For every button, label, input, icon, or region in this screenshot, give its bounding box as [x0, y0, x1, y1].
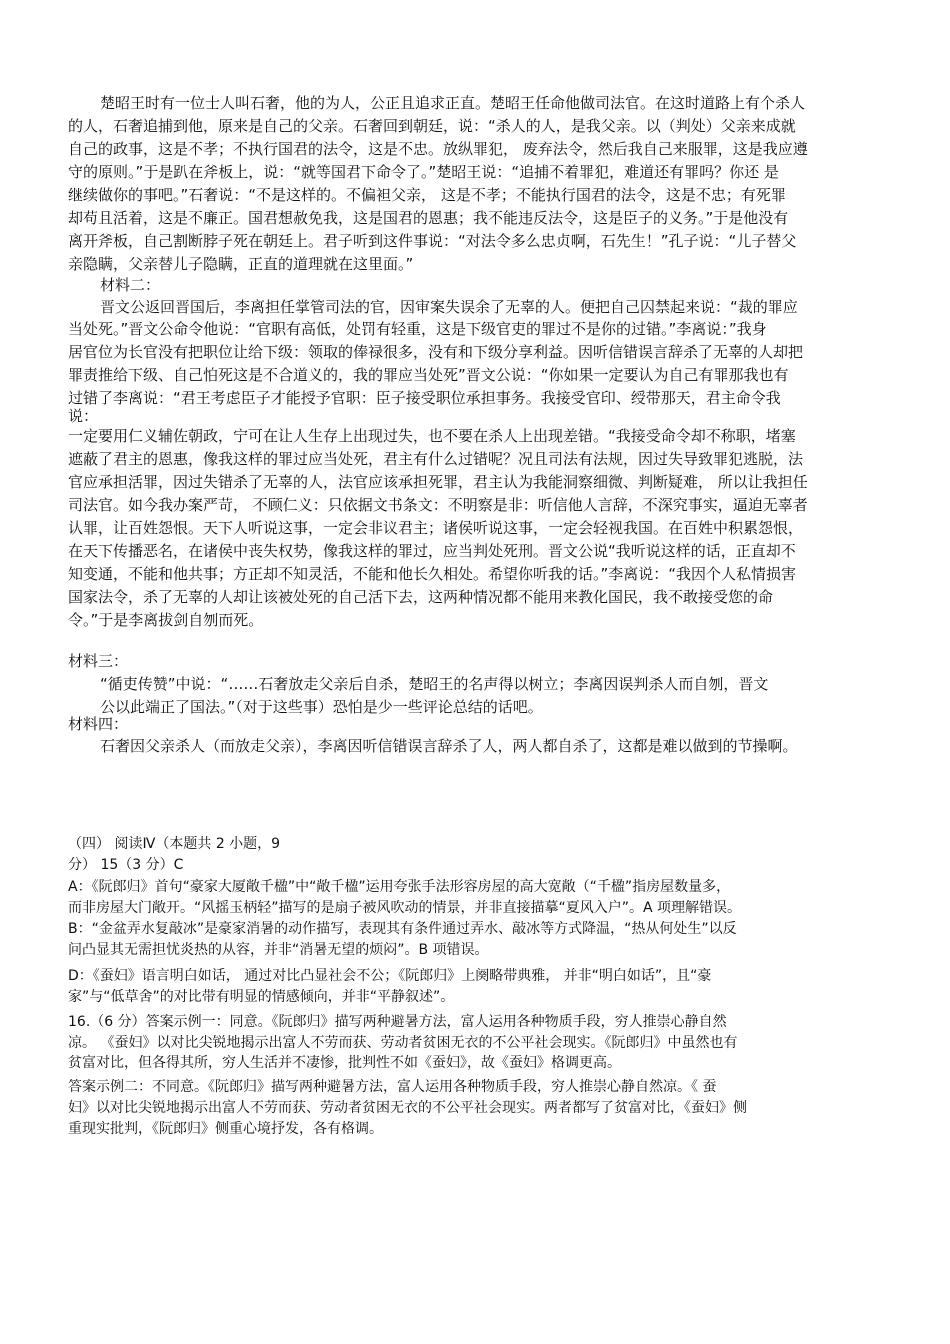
text-line: 离开斧板，自己割断脖子死在朝廷上。君子听到这件事说：“对法令多么忠贞啊，石先生！”孔子说：“儿子替父: [68, 232, 797, 250]
answer-line: D：《蚕妇》语言明白如话， 通过对比凸显社会不公；《阮郎归》上阕略带典雅， 并非“明白如话”，且“豪: [68, 968, 712, 984]
text-line: 一定要用仁义辅佐朝政，宁可在让人生存上出现过失，也不要在杀人上出现差错。“我接受命令却不称职，堵塞: [68, 427, 796, 445]
text-line: 认罪，让百姓怨恨。天下人听说这事，一定会非议君主；诸侯听说这事，一定会轻视我国。在百姓中积累怨恨，: [68, 519, 804, 537]
text-line: 楚昭王时有一位士人叫石奢，他的为人，公正且追求正直。楚昭王任命他做司法官。在这时道路上有个杀人: [100, 94, 806, 112]
answer-line: 凉。 《蚕妇》以对比尖锐地揭示出富人不劳而获、劳动者贫困无衣的不公平社会现实。《阮郎归》中虽然也有: [68, 1035, 738, 1051]
text-line: 令。”于是李离拔剑自刎而死。: [68, 611, 264, 629]
text-line: 知变通，不能和他共事；方正却不知灵活，不能和他长久相处。希望你听我的话。”李离说：“我因个人私情损害: [68, 565, 797, 583]
text-line: 司法官。如今我办案严苛， 不顾仁义：只依据文书条文：不明察是非：听信他人言辞，不深究事实，逼迫无辜者: [68, 496, 808, 514]
section-heading: 材料二：: [100, 276, 161, 294]
text-line: 遮蔽了君主的恩惠，像我这样的罪过应当处死，君主有什么过错呢？况且司法有法规，因过失导致罪犯逃脱，法: [68, 450, 804, 468]
text-line: 说：: [68, 407, 99, 425]
text-line: 自己的政事，这是不孝；不执行国君的法令，这是不忠。放纵罪犯， 废弃法令，然后我自己来服罪，这是我应遵: [68, 140, 808, 158]
text-line: 过错了李离说：“君王考虑臣子才能授予官职：臣子接受职位承担事务。我接受官印、绶带那天，君主命令我: [68, 389, 781, 407]
section-heading: 材料四：: [68, 715, 129, 733]
answer-line: 问凸显其无需担忧炎热的从容，并非“消暑无望的烦闷”。B 项错误。: [68, 942, 489, 958]
answer-line: B：“金盆弄水复敲冰”是豪家消暑的动作描写，表现其有条件通过弄水、敲冰等方式降温，“热从何处生”以反: [68, 921, 737, 937]
section-heading: 材料三：: [68, 652, 129, 670]
answer-line: A：《阮郎归》首句“豪家大厦敞千楹”中“敞千楹”运用夸张手法形容房屋的高大宽敞（“千楹”指房屋数量多，: [68, 879, 731, 895]
text-line: 亲隐瞒，父亲替儿子隐瞒，正直的道理就在这里面。”: [68, 255, 414, 273]
answer-line: 贫富对比，但各得其所，穷人生活并不凄惨，批判性不如《蚕妇》，故《蚕妇》格调更高。: [68, 1055, 621, 1071]
answer-line: 16.（6 分）答案示例一：同意。《阮郎归》描写两种避暑方法，富人运用各种物质手段，穷人推崇心静自然: [68, 1014, 727, 1030]
text-line: 继续做你的事吧。”石奢说：“不是这样的。不偏袒父亲， 这是不孝；不能执行国君的法令，这是不忠；有死罪: [68, 186, 786, 204]
answer-line: 而非房屋大门敞开。“风摇玉柄轻”描写的是扇子被风吹动的情景，并非直接描摹“夏风入户”。A 项理解错误。: [68, 900, 742, 916]
text-line: 居官位为长官没有把职位让给下级：领取的俸禄很多，没有和下级分享利益。因听信错误言辞杀了无辜的人却把: [68, 343, 804, 361]
text-line: 晋文公返回晋国后，李离担任掌管司法的官，因审案失误余了无辜的人。便把自己囚禁起来说：“裁的罪应: [100, 298, 798, 316]
question-header: （四） 阅读Ⅳ（本题共 2 小题，9: [68, 836, 281, 852]
text-line: 在天下传播恶名，在诸侯中丧失权势，像我这样的罪过，应当判处死刑。晋文公说“我听说这样的话，正直却不: [68, 542, 796, 560]
question-header: 分） 15（3 分）C: [68, 857, 184, 873]
text-line: 罪责推给下级、自己怕死这是不合道义的，我的罪应当处死”晋文公说：“你如果一定要认为自己有罪那我也有: [68, 366, 789, 384]
text-line: 守的原则。”于是趴在斧板上，说：“就等国君下命令了。”楚昭王说：“追捕不着罪犯，难道还有罪吗？你还 是: [68, 163, 779, 181]
text-line: 公以此端正了国法。”（对于这些事）恐怕是少一些评论总结的话吧。: [100, 698, 543, 716]
text-line: 却苟且活着，这是不廉正。国君想赦免我，这是国君的恩惠；我不能违反法令，这是臣子的义务。”于是他没有: [68, 209, 789, 227]
text-line: 石奢因父亲杀人（而放走父亲），李离因听信错误言辞杀了人，两人都自杀了，这都是难以做到的节操啊。: [100, 737, 798, 755]
answer-line: 妇》以对比尖锐地揭示出富人不劳而获、劳动者贫困无衣的不公平社会现实。两者都写了贫富对比，《蚕妇》侧: [68, 1100, 747, 1116]
text-line: 国家法令，杀了无辜的人却让该被处死的自己活下去，这两种情况都不能用来教化国民，我不敢接受您的命: [68, 588, 774, 606]
answer-line: 重现实批判，《阮郎归》侧重心境抒发，各有格调。: [68, 1121, 383, 1137]
text-line: 当处死。”晋文公命令他说：“官职有高低，处罚有轻重，这是下级官吏的罪过不是你的过错。”李离说：”我身: [68, 320, 767, 338]
answer-line: 答案示例二：不同意。《阮郎归》描写两种避暑方法，富人运用各种物质手段，穷人推崇心静自然凉。《 蚕: [68, 1079, 717, 1095]
text-line: 官应承担活罪，因过失错杀了无辜的人，法官应该承担死罪，君主认为我能洞察细微、判断疑难， 所以让我担任: [68, 473, 808, 491]
answer-line: 家”与“低草舍”的对比带有明显的情感倾向，并非“平静叙述”。: [68, 989, 455, 1005]
text-line: 的人，石奢追捕到他，原来是自己的父亲。石奢回到朝廷，说：“杀人的人，是我父亲。以（判处）父亲来成就: [68, 117, 796, 135]
text-line: “循吏传赞”中说：“……石奢放走父亲后自杀，楚昭王的名声得以树立；李离因误判杀人而自刎，晋文: [100, 675, 769, 693]
